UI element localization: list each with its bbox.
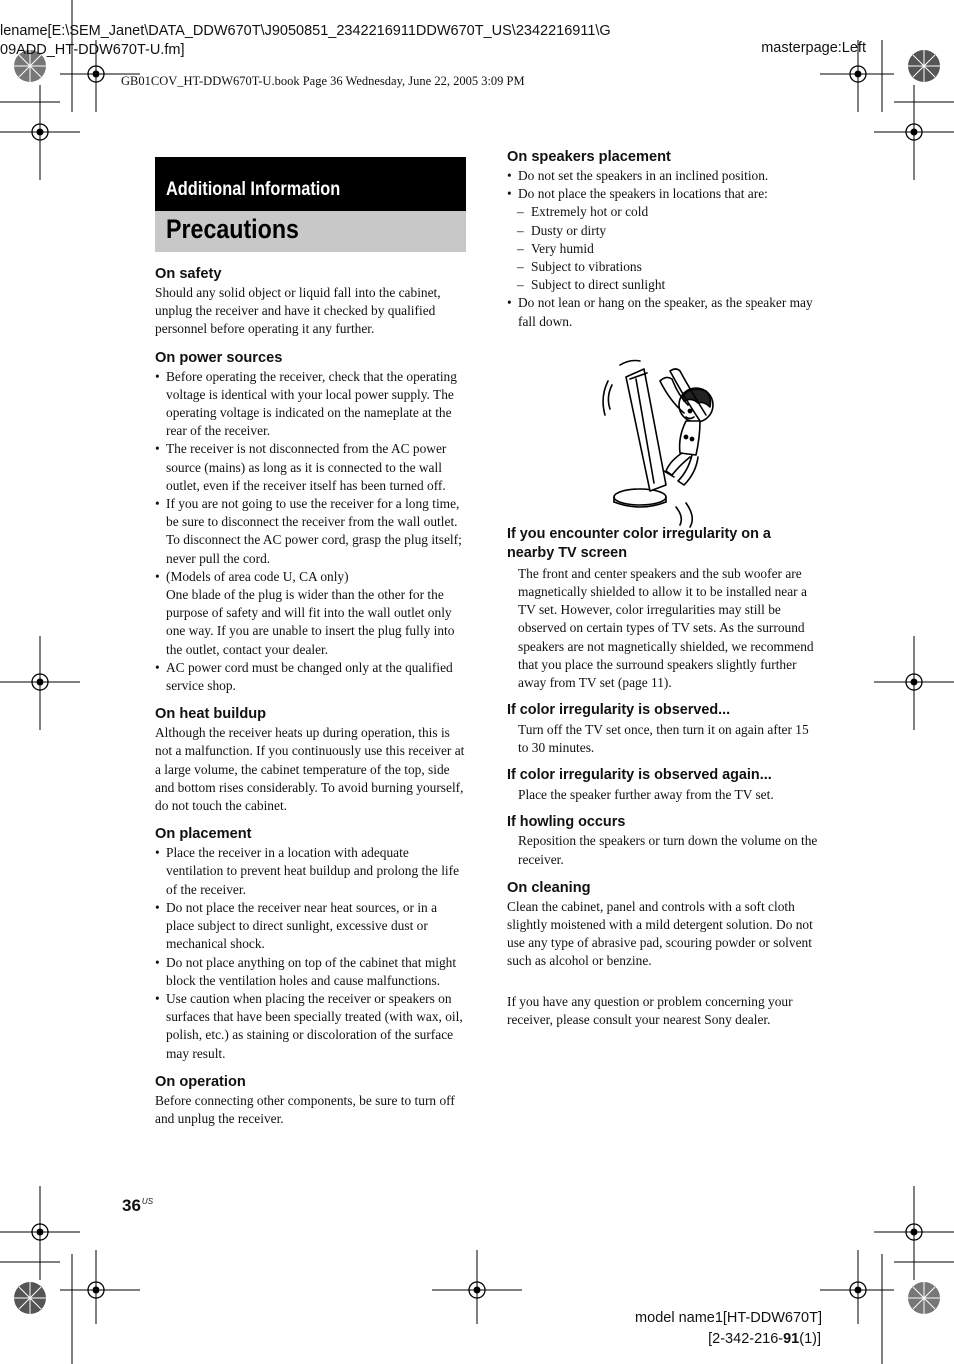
observed-heading: If color irregularity is observed... (507, 702, 731, 719)
list-item: • Do not lean or hang on the speaker, as the speaker may fall down. (507, 294, 819, 330)
safety-text: Should any solid object or liquid fall into the cabinet, unplug the receiver and have it checked by qualified personnel before operating it any further. (155, 285, 441, 337)
list-item: • The receiver is not disconnected from the AC power source (mains) as long as it is connected to the wall outlet, even if the receiver itself has been turned off. (155, 440, 467, 495)
list-item: • AC power cord must be changed only at the qualified service shop. (155, 659, 467, 695)
observed-again-text: Place the speaker further away from the TV set. (518, 786, 774, 802)
power-list (155, 368, 467, 696)
howling-heading: If howling occurs (507, 813, 626, 830)
sub-list-item: – Extremely hot or cold (507, 203, 819, 221)
section-label: Additional Information (155, 157, 466, 211)
cleaning-heading: On cleaning (507, 879, 591, 896)
list-item: • Do not set the speakers in an inclined position. (507, 167, 819, 185)
masterpage-label: masterpage:Left (761, 40, 866, 56)
heat-text: Although the receiver heats up during operation, this is not a malfunction. If you continuously use this receiver at a large volume, the cabinet temperature of the top, side and bottom rises considerably. To avoid burning yourself, do not touch the cabinet. (155, 725, 465, 814)
sub-list-item: – Subject to direct sunlight (507, 276, 819, 294)
howling-text: Reposition the speakers or turn down the volume on the receiver. (518, 833, 818, 867)
page-region-suffix: US (141, 1197, 154, 1206)
file-path-line-1: lename[E:\SEM_Janet\DATA_DDW670T\J9050851_2342216911DDW670T_US\2342216911\G (0, 23, 611, 39)
heat-heading: On heat buildup (155, 706, 267, 723)
observed-again-heading: If color irregularity is observed again... (507, 767, 772, 784)
color-text: The front and center speakers and the sub woofer are magnetically shielded to allow it to be installed near a TV set. However, color irregularities may still be observed on certain types of TV sets. As the surround speakers are not magnetically shielded, we recommend that you place the surround speakers slightly further away from TV set (page 11). (518, 565, 814, 691)
list-item: • Use caution when placing the receiver or speakers on surfaces that have been specially treated (with wax, oil, polish, etc.) as staining or discoloration of the surface may result. (155, 990, 467, 1063)
sub-list-item: – Dusty or dirty (507, 222, 819, 240)
list-item: • Do not place anything on top of the cabinet that might block the ventilation holes and cause malfunctions. (155, 954, 467, 990)
models-label: • (Models of area code U, CA only) (166, 568, 349, 584)
color-heading: If you encounter color irregularity on a nearby TV screen (507, 525, 771, 562)
safety-heading: On safety (155, 266, 222, 282)
cleaning-text: Clean the cabinet, panel and controls with a soft cloth slightly moistened with a mild detergent solution. Do not use any type of abrasive pad, scouring powder or solvent such as alcohol or benzine. (507, 898, 813, 969)
book-info: GB01COV_HT-DDW670T-U.book Page 36 Wednesday, June 22, 2005 3:09 PM (121, 74, 525, 88)
list-item: • Place the receiver in a location with adequate ventilation to prevent heat buildup and prolong the life of the receiver. (155, 844, 467, 899)
models-note: One blade of the plug is wider than the other for the purpose of safety and will fit into the wall outlet only one way. If you are unable to insert the plug fully into the outlet, contact your dealer. (166, 587, 455, 657)
right-column (507, 147, 819, 1029)
observed-text: Turn off the TV set once, then turn it on again after 15 to 30 minutes. (518, 721, 809, 755)
list-item: • If you are not going to use the receiver for a long time, be sure to disconnect the receiver from the wall outlet. To disconnect the AC power cord, grasp the plug itself; never pull the cord. (155, 495, 467, 568)
speaker-warning-illustration (600, 357, 730, 529)
closing-text: If you have any question or problem concerning your receiver, please consult your nearest Sony dealer. (507, 993, 793, 1027)
sub-list-item: – Subject to vibrations (507, 258, 819, 276)
list-item (155, 568, 467, 659)
file-path (0, 22, 700, 60)
placement-heading: On placement (155, 826, 252, 843)
model-name: model name1[HT-DDW670T] (635, 1310, 822, 1326)
speakers-heading: On speakers placement (507, 149, 671, 165)
list-item: • Do not place the speakers in locations that are: (507, 185, 819, 203)
placement-list (155, 844, 467, 1062)
list-item: • Do not place the receiver near heat sources, or in a place subject to direct sunlight, excessive dust or mechanical shock. (155, 899, 467, 954)
model-code: [2-342-216-91(1)] (708, 1331, 821, 1347)
sub-list-item: – Very humid (507, 240, 819, 258)
section-banner (155, 157, 466, 252)
file-path-line-2: 09ADD_HT-DDW670T-U.fm] (0, 42, 185, 58)
operation-text: Before connecting other components, be sure to turn off and unplug the receiver. (155, 1092, 455, 1126)
power-heading: On power sources (155, 349, 283, 366)
speakers-list (507, 167, 819, 203)
left-column (155, 264, 467, 1128)
list-item: • Before operating the receiver, check that the operating voltage is identical with your local power supply. The operating voltage is indicated on the nameplate at the rear of the receiver. (155, 368, 467, 441)
page-number: $36^{US}$ (122, 1196, 154, 1215)
operation-heading: On operation (155, 1073, 246, 1090)
page-title: Precautions (155, 211, 466, 252)
